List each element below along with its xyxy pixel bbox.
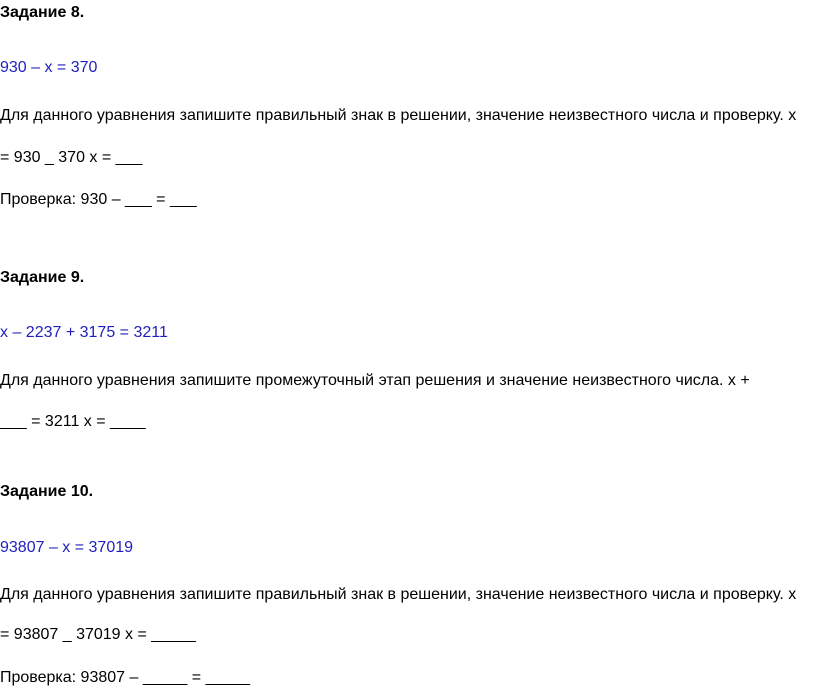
task-equation: 93807 – x = 37019 [0, 539, 134, 556]
task-instruction-continuation: = 930 _ 370 x = ___ [0, 149, 143, 166]
task-instruction: Для данного уравнения запишите промежуточный этап решения и значение неизвестного числа. x + [0, 372, 750, 389]
task-equation: x – 2237 + 3175 = 3211 [0, 324, 168, 341]
task-check: Проверка: 93807 – _____ = _____ [0, 669, 251, 686]
task-heading: Задание 8. [0, 4, 85, 21]
task-instruction: Для данного уравнения запишите правильный знак в решении, значение неизвестного числа и проверку. x [0, 107, 797, 124]
task-instruction-continuation: ___ = 3211 x = ____ [0, 413, 146, 430]
task-check: Проверка: 930 – ___ = ___ [0, 191, 197, 208]
task-heading: Задание 9. [0, 269, 85, 286]
task-instruction-continuation: = 93807 _ 37019 x = _____ [0, 626, 196, 643]
task-equation: 930 – x = 370 [0, 59, 98, 76]
task-heading: Задание 10. [0, 483, 94, 500]
task-instruction: Для данного уравнения запишите правильный знак в решении, значение неизвестного числа и проверку. x [0, 586, 797, 603]
